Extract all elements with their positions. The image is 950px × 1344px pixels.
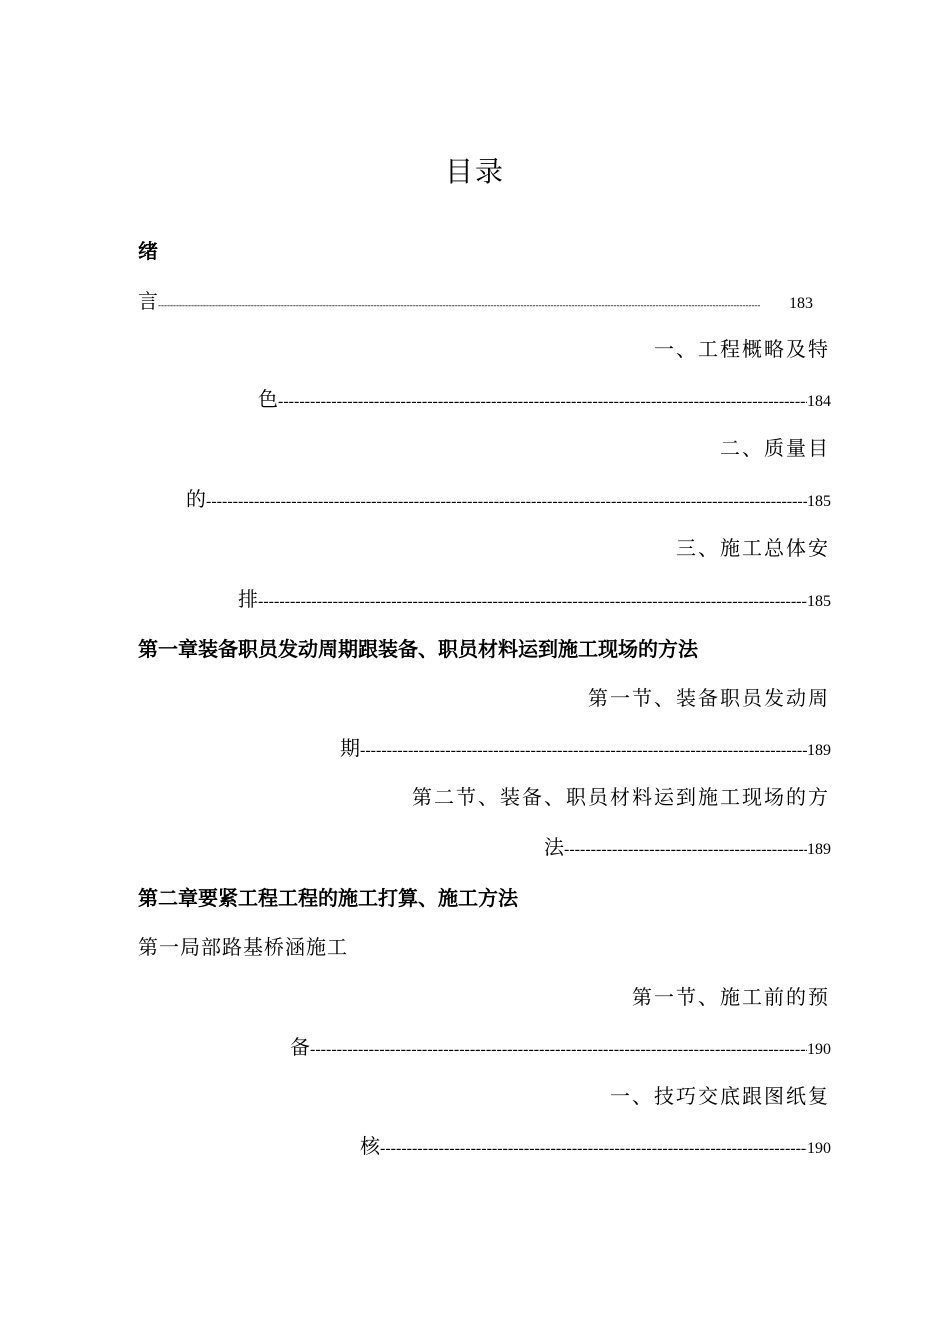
toc-page-number: 190 xyxy=(807,1041,831,1058)
toc-title: 目录 xyxy=(444,155,505,188)
toc-page-number: 189 xyxy=(807,841,831,858)
toc-sub-entry: 第二节、装备、职员材料运到施工现场的方 xyxy=(412,785,830,809)
toc-page-number: 189 xyxy=(807,742,831,759)
toc-entry xyxy=(258,384,831,414)
dot-leader xyxy=(206,487,807,517)
toc-page-number: 184 xyxy=(807,393,831,410)
toc-entry-text: 色 xyxy=(258,387,278,411)
toc-entry-text: 的 xyxy=(186,487,206,511)
toc-page-number: 183 xyxy=(789,295,813,312)
toc-entry xyxy=(186,484,831,514)
dot-leader xyxy=(158,290,789,320)
toc-sub-entry: 三、施工总体安 xyxy=(676,536,830,560)
toc-entry xyxy=(238,584,831,614)
toc-part-heading: 第一局部路基桥涵施工 xyxy=(138,935,348,959)
toc-entry-text: 排 xyxy=(238,587,258,611)
toc-entry xyxy=(360,1131,831,1161)
toc-entry-text: 备 xyxy=(290,1035,310,1059)
dot-leader xyxy=(380,1134,807,1164)
dot-leader xyxy=(360,736,807,766)
toc-chapter-heading: 第二章要紧工程工程的施工打算、施工方法 xyxy=(138,886,518,910)
dot-leader xyxy=(258,587,807,617)
toc-entry xyxy=(544,832,831,862)
toc-sub-entry: 第一节、施工前的预 xyxy=(632,985,830,1009)
dot-leader xyxy=(564,835,807,865)
toc-chapter-heading: 第一章装备职员发动周期跟装备、职员材料运到施工现场的方法 xyxy=(138,637,698,661)
toc-heading-intro: 绪 xyxy=(138,239,158,263)
toc-entry-text: 言 xyxy=(138,289,158,313)
toc-page-number: 190 xyxy=(807,1140,831,1157)
toc-sub-entry: 第一节、装备职员发动周 xyxy=(588,686,830,710)
toc-sub-entry: 二、质量目 xyxy=(720,436,830,460)
toc-entry-text: 核 xyxy=(360,1134,380,1158)
toc-entry-intro xyxy=(138,286,813,316)
toc-entry-text: 法 xyxy=(544,835,564,859)
toc-entry xyxy=(290,1032,831,1062)
toc-sub-entry: 一、技巧交底跟图纸复 xyxy=(610,1084,830,1108)
toc-page-number: 185 xyxy=(807,593,831,610)
dot-leader xyxy=(278,387,807,417)
toc-sub-entry: 一、工程概略及特 xyxy=(654,337,830,361)
toc-entry xyxy=(340,733,831,763)
dot-leader xyxy=(310,1035,807,1065)
toc-page-number: 185 xyxy=(807,493,831,510)
toc-entry-text: 期 xyxy=(340,736,360,760)
